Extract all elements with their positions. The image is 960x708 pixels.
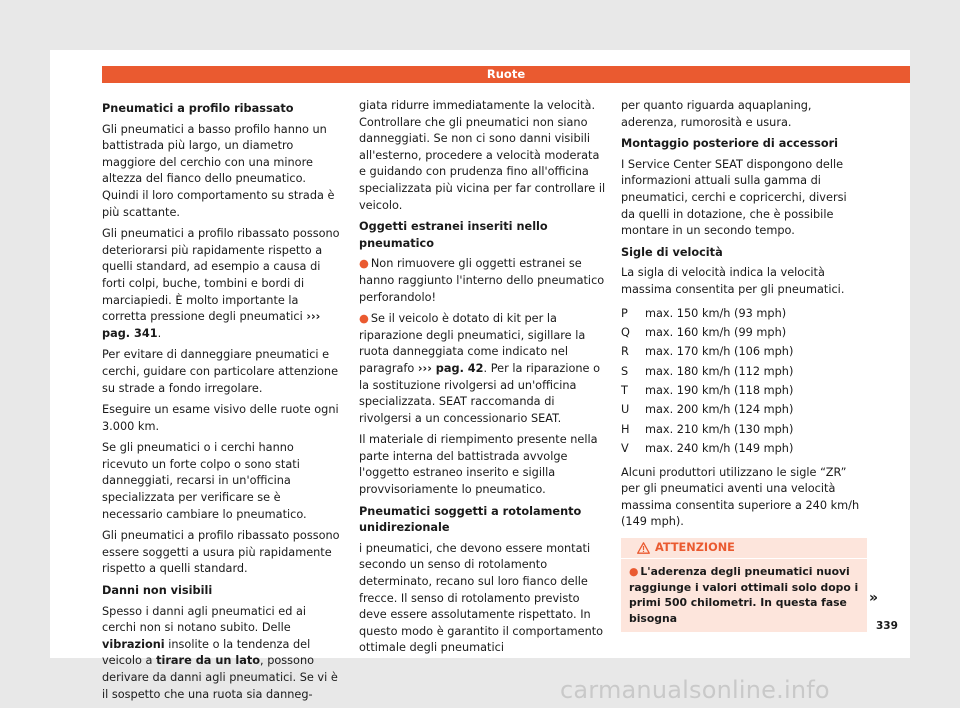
warning-body: ● L'aderenza degli pneumatici nuovi raggiunge i valori ottimali solo dopo i primi 500 chilometri. In questa fase bisogna (629, 565, 859, 625)
speed-rating-row: S max. 180 km/h (112 mph) (621, 364, 794, 378)
page-number: 339 (876, 620, 898, 632)
speed-rating-row: H max. 210 km/h (130 mph) (621, 422, 794, 436)
speed-rating-row: R max. 170 km/h (106 mph) (621, 345, 794, 359)
paragraph: Gli pneumatici a profilo ribassato possono deteriorarsi più rapidamente rispetto a quelli standard, ad esempio a causa di forti colpi, buche, tombini e bordi di marciapiedi. È molto importante la corretta pressione degli pneumatici ››› pag. 341. (102, 227, 340, 340)
heading-hidden-damage: Danni non visibili (102, 584, 213, 598)
speed-rating-row: U max. 200 km/h (124 mph) (621, 403, 794, 417)
continue-arrow-icon: » (869, 590, 879, 606)
bullet-item: ● Non rimuovere gli oggetti estranei se hanno raggiunto l'interno dello pneumatico perforandolo! (359, 257, 605, 304)
paragraph: per quanto riguarda aquaplaning, aderenza, rumorosità e usura. (621, 99, 812, 129)
heading-speed-ratings: Sigle di velocità (621, 245, 723, 259)
page-reference-link[interactable]: ››› pag. 341 (102, 310, 321, 340)
paragraph: La sigla di velocità indica la velocità massima consentita per gli pneumatici. (621, 266, 845, 296)
warning-triangle-icon (637, 542, 650, 554)
speed-rating-table (621, 304, 864, 459)
column-middle (359, 98, 607, 662)
paragraph: Gli pneumatici a basso profilo hanno un battistrada più largo, un diametro maggiore del cerchio con una minore altezza del fianco dello pneumatico. Quindi il loro comportamento su strada è più scattante. (102, 122, 335, 219)
paragraph: I Service Center SEAT dispongono delle informazioni attuali sulla gamma di pneumatici, cerchi e copricerchi, diversi da quelli in dotazione, che è possibile montare in un secondo tempo. (621, 157, 847, 238)
paragraph: Alcuni produttori utilizzano le sigle “ZR” per gli pneumatici aventi una velocità massima consentita superiore a 240 km/h (149 mph). (621, 465, 860, 529)
speed-rating-row: P max. 150 km/h (93 mph) (621, 306, 787, 320)
column-left (102, 98, 340, 708)
bullet-icon: ● (629, 565, 639, 578)
paragraph: Eseguire un esame visivo delle ruote ogni 3.000 km. (102, 403, 339, 433)
heading-unidirectional-tyres: Pneumatici soggetti a rotolamento unidirezionale (359, 504, 582, 535)
heading-foreign-objects: Oggetti estranei inseriti nello pneumatico (359, 220, 548, 250)
page-reference-link[interactable]: ››› pag. 42 (417, 361, 484, 375)
speed-rating-row: V max. 240 km/h (149 mph) (621, 442, 794, 456)
warning-header (621, 538, 867, 559)
paragraph: i pneumatici, che devono essere montati secondo un senso di rotolamento determinato, recano sul loro fianco delle frecce. Il senso di rotolamento previsto deve essere assolutamente rispettato. In questo modo è garantito il comportamento ottimale degli pneumatici (359, 541, 604, 655)
section-header: Ruote (102, 66, 910, 83)
heading-low-profile-tyres: Pneumatici a profilo ribassato (102, 102, 294, 115)
speed-rating-row: Q max. 160 km/h (99 mph) (621, 325, 787, 339)
warning-title: ATTENZIONE (655, 541, 735, 554)
heading-accessories: Montaggio posteriore di accessori (621, 137, 839, 151)
paragraph: Gli pneumatici a profilo ribassato possono essere soggetti a usura più rapidamente rispetto a quelli standard. (102, 529, 340, 576)
bullet-item: ● Se il veicolo è dotato di kit per la riparazione degli pneumatici, sigillare la ruota danneggiata come indicato nel paragrafo ››› pag. 42. Per la riparazione o la sostituzione rivolgersi ad un'officina specializzata. SEAT raccomanda di rivolgersi a un concessionario SEAT. (359, 312, 601, 425)
paragraph: giata ridurre immediatamente la velocità. Controllare che gli pneumatici non siano danneggiati. Se non ci sono danni visibili all'esterno, procedere a velocità moderata e guidando con prudenza fino all'officina specializzata più vicina per far controllare il veicolo. (359, 99, 606, 212)
watermark: carmanualsonline.info (560, 676, 830, 704)
column-right (621, 98, 864, 536)
speed-rating-row: T max. 190 km/h (118 mph) (621, 384, 794, 398)
paragraph: Il materiale di riempimento presente nella parte interna del battistrada avvolge l'oggetto estraneo inserito e sigilla provvisoriamente lo pneumatico. (359, 433, 598, 497)
bullet-icon: ● (359, 312, 369, 326)
bullet-icon: ● (359, 257, 369, 271)
paragraph: Spesso i danni agli pneumatici ed ai cerchi non si notano subito. Delle vibrazioni insolite o la tendenza del veicolo a tirare da un lato, possono derivare da danni agli pneumatici. Se vi è il sospetto che una ruota sia danneg- (102, 604, 338, 701)
paragraph: Per evitare di danneggiare pneumatici e cerchi, guidare con particolare attenzione su strade a fondo irregolare. (102, 348, 339, 395)
warning-box (621, 538, 867, 632)
paragraph: Se gli pneumatici o i cerchi hanno ricevuto un forte colpo o sono stati danneggiati, recarsi in un'officina specializzata per verificare se è necessario cambiare lo pneumatico. (102, 441, 307, 521)
